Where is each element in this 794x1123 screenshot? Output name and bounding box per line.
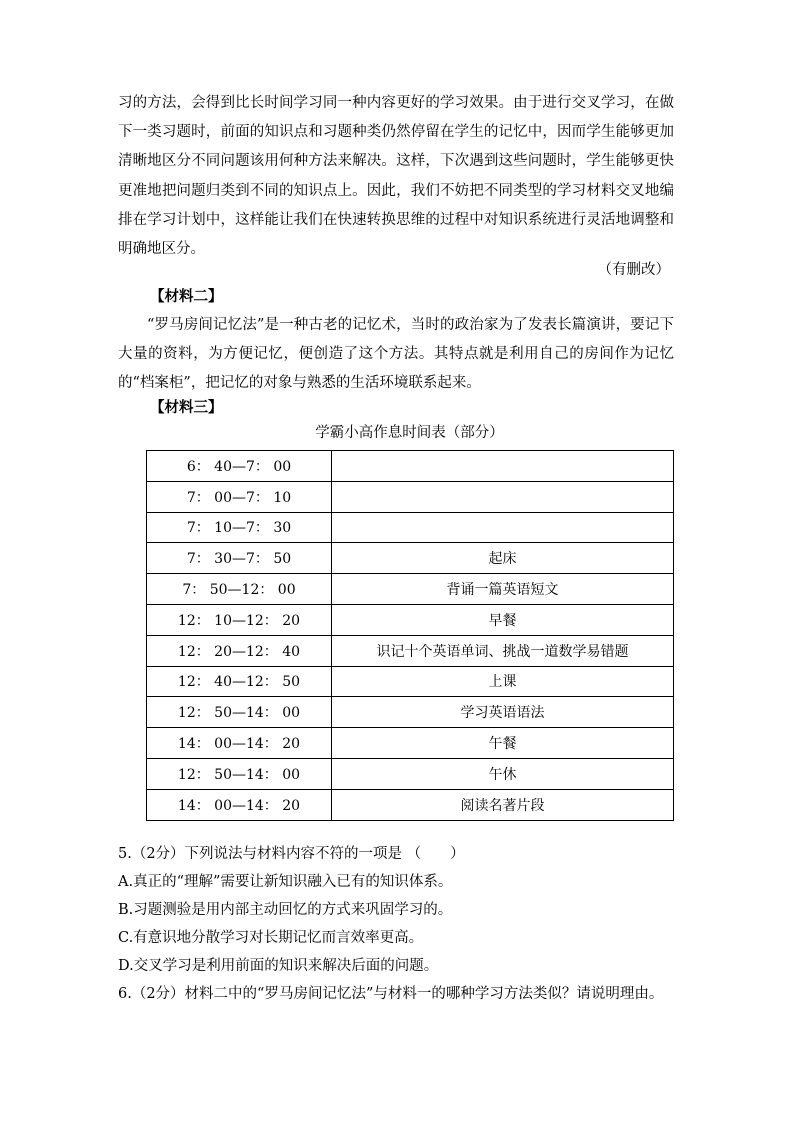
table-row [147, 451, 674, 482]
activity-cell [332, 481, 674, 512]
activity-cell: 午休 [332, 758, 674, 789]
activity-cell [332, 451, 674, 482]
table-row [147, 635, 674, 666]
option-b: B.习题测验是用内部主动回忆的方式来巩固学习的。 [118, 902, 453, 918]
activity-cell: 上课 [332, 666, 674, 697]
time-cell: 7： 50—12： 00 [147, 574, 332, 605]
table-row [147, 758, 674, 789]
activity-cell: 阅读名著片段 [332, 789, 674, 820]
time-cell: 12： 50—14： 00 [147, 697, 332, 728]
time-cell: 12： 50—14： 00 [147, 758, 332, 789]
time-cell: 7： 30—7： 50 [147, 543, 332, 574]
table-row [147, 697, 674, 728]
activity-cell: 识记十个英语单词、挑战一道数学易错题 [332, 635, 674, 666]
table-row [147, 604, 674, 635]
table-row [147, 789, 674, 820]
table-row [147, 574, 674, 605]
activity-cell: 学习英语语法 [332, 697, 674, 728]
time-cell: 12： 10—12： 20 [147, 604, 332, 635]
activity-cell: 早餐 [332, 604, 674, 635]
option-d: D.交叉学习是利用前面的知识来解决后面的问题。 [118, 958, 439, 974]
time-cell: 6： 40—7： 00 [147, 451, 332, 482]
time-cell: 14： 00—14： 20 [147, 789, 332, 820]
time-cell: 12： 40—12： 50 [147, 666, 332, 697]
table-row [147, 512, 674, 543]
activity-cell: 背诵一篇英语短文 [332, 574, 674, 605]
option-a: A.真正的“理解”需要让新知识融入已有的知识体系。 [118, 874, 453, 890]
material2-heading: 【材料二】 [150, 288, 223, 305]
time-cell: 7： 00—7： 10 [147, 481, 332, 512]
table-row [147, 543, 674, 574]
activity-cell [332, 512, 674, 543]
question-6: 6.（2分）材料二中的“罗马房间记忆法”与材料一的哪种学习方法类似？请说明理由。 [118, 986, 664, 1002]
source-note: （有删改） [597, 262, 670, 278]
option-c: C.有意识地分散学习对长期记忆而言效率更高。 [118, 930, 424, 946]
table-row [147, 666, 674, 697]
material2-paragraph: “罗马房间记忆法”是一种古老的记忆术，当时的政治家为了发表长篇演讲，要记下大量的资料，为方便记忆，便创造了这个方法。其特点就是利用自己的房间作为记忆的“档案柜”，把记忆的对象与熟悉的生活环境联系起来。 [118, 317, 674, 392]
activity-cell: 起床 [332, 543, 674, 574]
time-cell: 14： 00—14： 20 [147, 728, 332, 759]
question-5: 5.（2分）下列说法与材料内容不符的一项是 （ ） [118, 846, 465, 862]
table-row [147, 481, 674, 512]
material1-paragraph: 习的方法，会得到比长时间学习同一种内容更好的学习效果。由于进行交叉学习，在做下一类习题时，前面的知识点和习题种类仍然停留在学生的记忆中，因而学生能够更加清晰地区分不同问题该用何种方法来解决。这样，下次遇到这些问题时，学生能够更快更准地把问题归类到不同的知识点上。因此，我们不妨把不同类型的学习材料交叉地编排在学习计划中，这样能让我们在快速转换思维的过程中对知识系统进行灵活地调整和明确地区分。 [118, 95, 674, 258]
material3-heading: 【材料三】 [150, 399, 223, 416]
time-cell: 12： 20—12： 40 [147, 635, 332, 666]
time-cell: 7： 10—7： 30 [147, 512, 332, 543]
table-row [147, 728, 674, 759]
table-title: 学霸小高作息时间表（部分） [315, 425, 504, 441]
activity-cell: 午餐 [332, 728, 674, 759]
schedule-table [146, 450, 674, 821]
